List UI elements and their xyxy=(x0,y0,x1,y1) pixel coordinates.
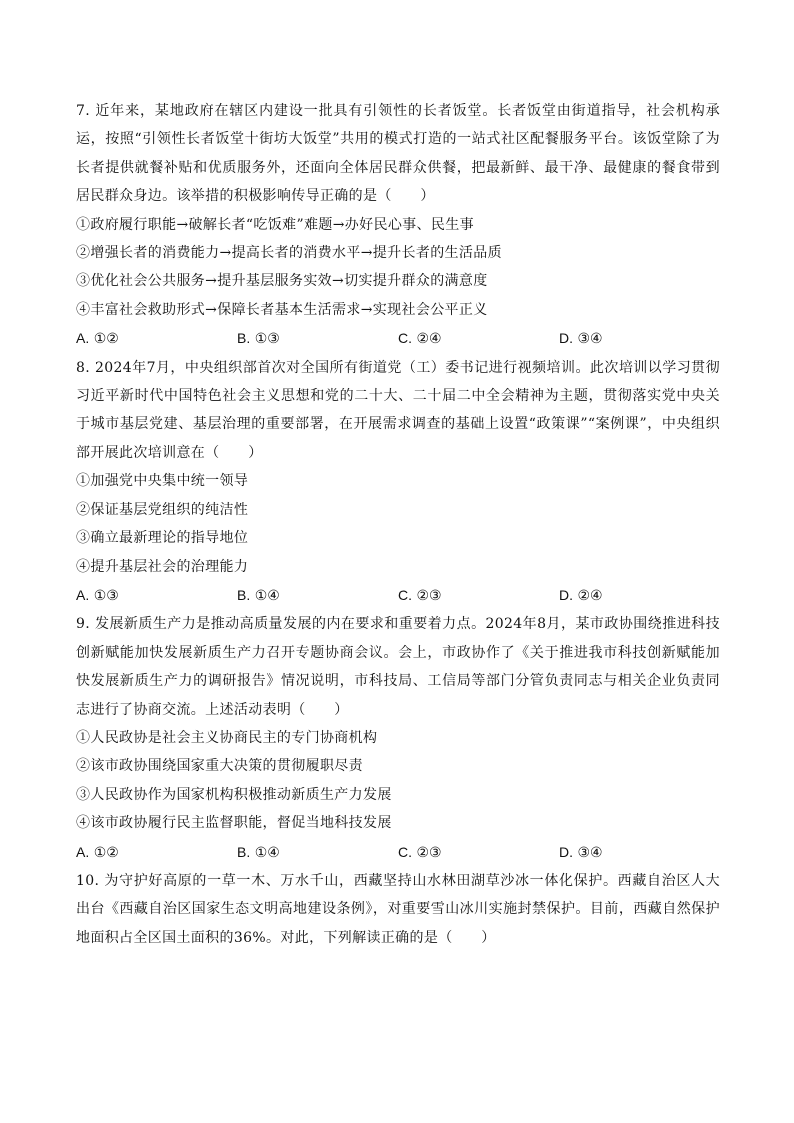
question-option: ②该市政协围绕国家重大决策的贯彻履职尽责 xyxy=(76,758,363,775)
answer-choices xyxy=(76,838,720,867)
answer-choice-b: B. ①③ xyxy=(237,330,280,348)
question-9 xyxy=(76,610,720,867)
question-option: ①人民政协是社会主义协商民主的专门协商机构 xyxy=(76,729,378,746)
answer-choice-c: C. ②④ xyxy=(398,330,442,348)
question-option: ④提升基层社会的治理能力 xyxy=(76,558,249,575)
question-option: ①政府履行职能→破解长者“吃饭难”难题→办好民心事、民生事 xyxy=(76,216,474,233)
answer-choice-b: B. ①④ xyxy=(237,586,280,604)
answer-choice-a: A. ①③ xyxy=(76,586,119,604)
answer-choice-c: C. ②③ xyxy=(398,586,442,604)
question-stem: 10. 为守护好高原的一草一木、万水千山，西藏坚持山水林田湖草沙冰一体化保护。西藏自治区人大出台《西藏自治区国家生态文明高地建设条例》，对重要雪山冰川实施封禁保护。目前，西藏自然保护地面积占全区国土面积的36%。对此，下列解读正确的是（ ） xyxy=(76,872,720,946)
question-stem: 7. 近年来，某地政府在辖区内建设一批具有引领性的长者饭堂。长者饭堂由街道指导，社会机构承运，按照“引领性长者饭堂十街坊大饭堂”共用的模式打造的一站式社区配餐服务平台。该饭堂除了为长者提供就餐补贴和优质服务外，还面向全体居民群众供餐，把最新鲜、最干净、最健康的餐食带到居民群众身边。该举措的积极影响传导正确的是（ ） xyxy=(76,103,720,205)
answer-choice-a: A. ①② xyxy=(76,330,119,348)
question-option: ①加强党中央集中统一领导 xyxy=(76,473,249,490)
answer-choice-d: D. ③④ xyxy=(559,330,603,348)
question-10 xyxy=(76,867,720,952)
answer-choices xyxy=(76,324,720,353)
question-stem: 9. 发展新质生产力是推动高质量发展的内在要求和重要着力点。2024年8月，某市政协围绕推进科技创新赋能加快发展新质生产力召开专题协商会议。会上，市政协作了《关于推进我市科技创新赋能加快发展新质生产力的调研报告》情况说明，市科技局、工信局等部门分管负责同志与相关企业负责同志进行了协商交流。上述活动表明（ ） xyxy=(76,616,720,718)
question-stem: 8. 2024年7月，中央组织部首次对全国所有街道党（工）委书记进行视频培训。此次培训以学习贯彻习近平新时代中国特色社会主义思想和党的二十大、二十届二中全会精神为主题，贯彻落实党中央关于城市基层党建、基层治理的重要部署，在开展需求调查的基础上设置“政策课”“案例课”，中央组织部开展此次培训意在（ ） xyxy=(76,359,720,461)
answer-choice-b: B. ①④ xyxy=(237,843,280,861)
question-option: ④该市政协履行民主监督职能，督促当地科技发展 xyxy=(76,815,392,832)
question-option: ②保证基层党组织的纯洁性 xyxy=(76,501,249,518)
question-option: ④丰富社会救助形式→保障长者基本生活需求→实现社会公平正义 xyxy=(76,301,488,318)
answer-choice-c: C. ②③ xyxy=(398,843,442,861)
answer-choice-d: D. ②④ xyxy=(559,586,603,604)
answer-choice-d: D. ③④ xyxy=(559,843,603,861)
question-option: ③确立最新理论的指导地位 xyxy=(76,530,249,547)
question-option: ③优化社会公共服务→提升基层服务实效→切实提升群众的满意度 xyxy=(76,273,488,290)
answer-choice-a: A. ①② xyxy=(76,843,119,861)
question-8 xyxy=(76,354,720,611)
question-option: ②增强长者的消费能力→提高长者的消费水平→提升长者的生活品质 xyxy=(76,245,502,262)
question-7 xyxy=(76,97,720,354)
question-option: ③人民政协作为国家机构积极推动新质生产力发展 xyxy=(76,786,392,803)
exam-page xyxy=(76,97,720,952)
answer-choices xyxy=(76,581,720,610)
